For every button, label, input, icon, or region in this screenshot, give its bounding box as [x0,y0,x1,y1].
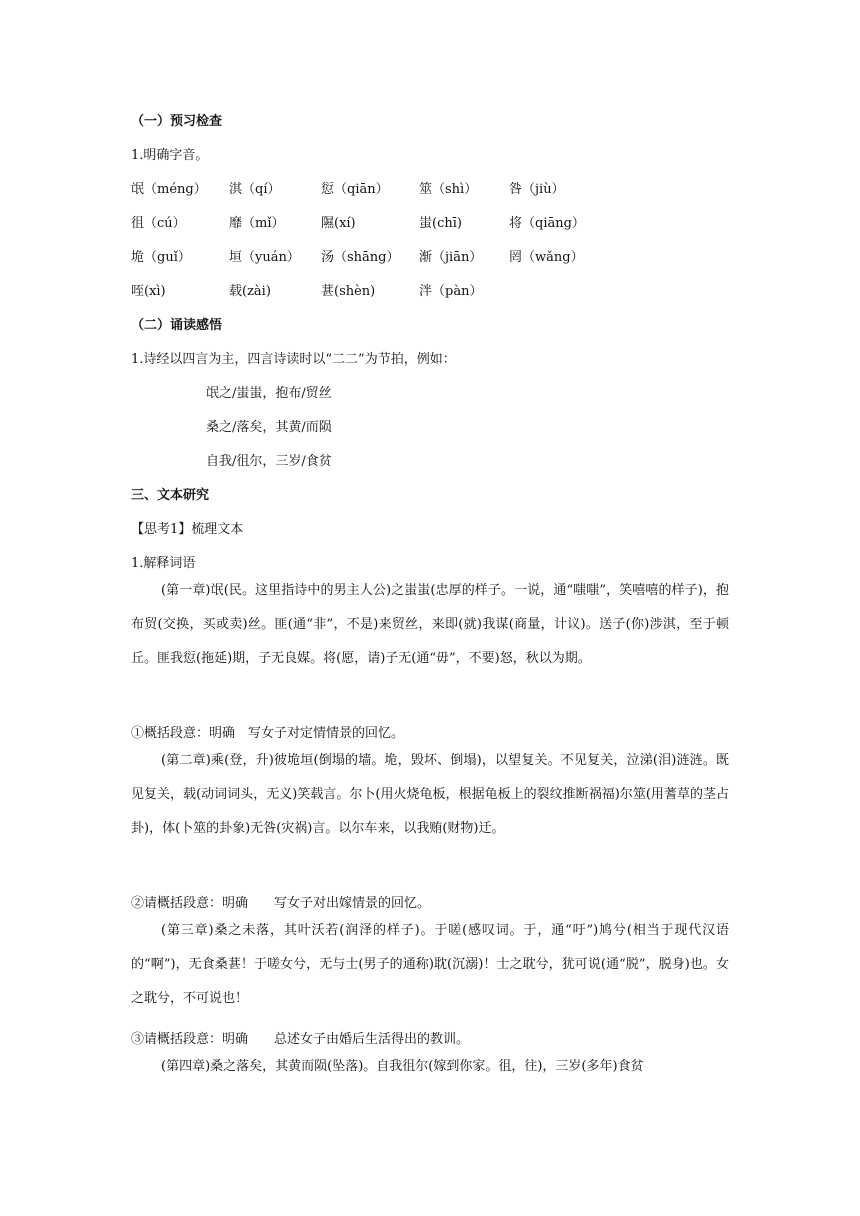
summary-2: ②请概括段意：明确 写女子对出嫁情景的回忆。 [131,896,431,911]
summary-1: ①概括段意：明确 写女子对定情情景的回忆。 [131,726,405,741]
pinyin-entry: 蚩(chī) [419,216,462,231]
pinyin-entry: 垣（yuán） [229,250,300,265]
chapter-3-paragraph: (第三章)桑之未落，其叶沃若(润泽的样子)。于嗟(感叹词。于，通“吁”)鸠兮(相当于现代汉语的“啊”)，无食桑葚！于嗟女兮，无与士(男子的通称)耽(沉溺)！士之耽兮，犹可说(通“脱”，脱身)也。女之耽兮，不可说也！ [131,923,729,1006]
pinyin-entry: 隰(xí) [321,216,356,231]
pinyin-entry: 靡（mǐ） [229,216,285,231]
pinyin-entry: 徂（cú） [131,216,186,231]
pinyin-entry: 愆（qiān） [321,182,389,197]
pinyin-entry: 垝（guǐ） [131,250,191,265]
pinyin-entry: 淇（qí） [229,182,281,197]
item-clarify-pronunciation: 1.明确字音。 [131,148,209,163]
pinyin-entry: 罔（wǎng） [509,250,584,265]
section-heading-preview: （一）预习检查 [131,114,223,129]
section-heading-recitation: （二）诵读感悟 [131,318,223,333]
section-heading-text-study: 三、文本研究 [131,488,210,503]
chapter-1-paragraph: (第一章)氓(民。这里指诗中的男主人公)之蚩蚩(忠厚的样子。一说，通“嗤嗤”，笑嘻嘻的样子)，抱布贸(交换，买或卖)丝。匪(通“非”，不是)来贸丝，来即(就)我谋(商量，计议)。送子(你)涉淇，至于顿丘。匪我愆(拖延)期，子无良媒。将(愿，请)子无(通“毋”，不要)怒，秋以为期。 [131,583,729,666]
item-rhythm-note: 1.诗经以四言为主，四言诗读时以“二二”为节拍，例如： [131,352,456,367]
poem-line: 氓之/蚩蚩，抱布/贸丝 [206,386,332,401]
pinyin-entry: 葚(shèn) [321,284,376,299]
pinyin-entry: 汤（shāng） [321,250,400,265]
poem-line: 桑之/落矣，其黄/而陨 [206,420,332,435]
pinyin-entry: 渐（jiān） [419,250,483,265]
chapter-2-paragraph: (第二章)乘(登，升)彼垝垣(倒塌的墙。垝，毁坏、倒塌)，以望复关。不见复关，泣涕(泪)涟涟。既见复关，载(动词词头，无义)笑载言。尔卜(用火烧龟板，根据龟板上的裂纹推断祸福)尔筮(用蓍草的茎占卦)，体(卜筮的卦象)无咎(灾祸)言。以尔车来，以我贿(财物)迁。 [131,753,729,836]
pinyin-entry: 咥(xì) [131,284,166,299]
pinyin-entry: 将（qiāng） [509,216,585,231]
pinyin-entry: 咎（jiù） [509,182,565,197]
pinyin-entry: 泮（pàn） [419,284,483,299]
pinyin-entry: 氓（méng） [131,182,207,197]
pinyin-entry: 载(zài) [229,284,271,299]
think-1-label: 【思考1】梳理文本 [131,522,244,537]
item-explain-words: 1.解释词语 [131,556,196,571]
summary-3: ③请概括段意：明确 总述女子由婚后生活得出的教训。 [131,1032,470,1047]
poem-line: 自我/徂尔，三岁/食贫 [206,454,332,469]
pinyin-entry: 筮（shì） [419,182,478,197]
chapter-4-paragraph: (第四章)桑之落矣，其黄而陨(坠落)。自我徂尔(嫁到你家。徂，往)，三岁(多年)食贫 [161,1059,644,1074]
